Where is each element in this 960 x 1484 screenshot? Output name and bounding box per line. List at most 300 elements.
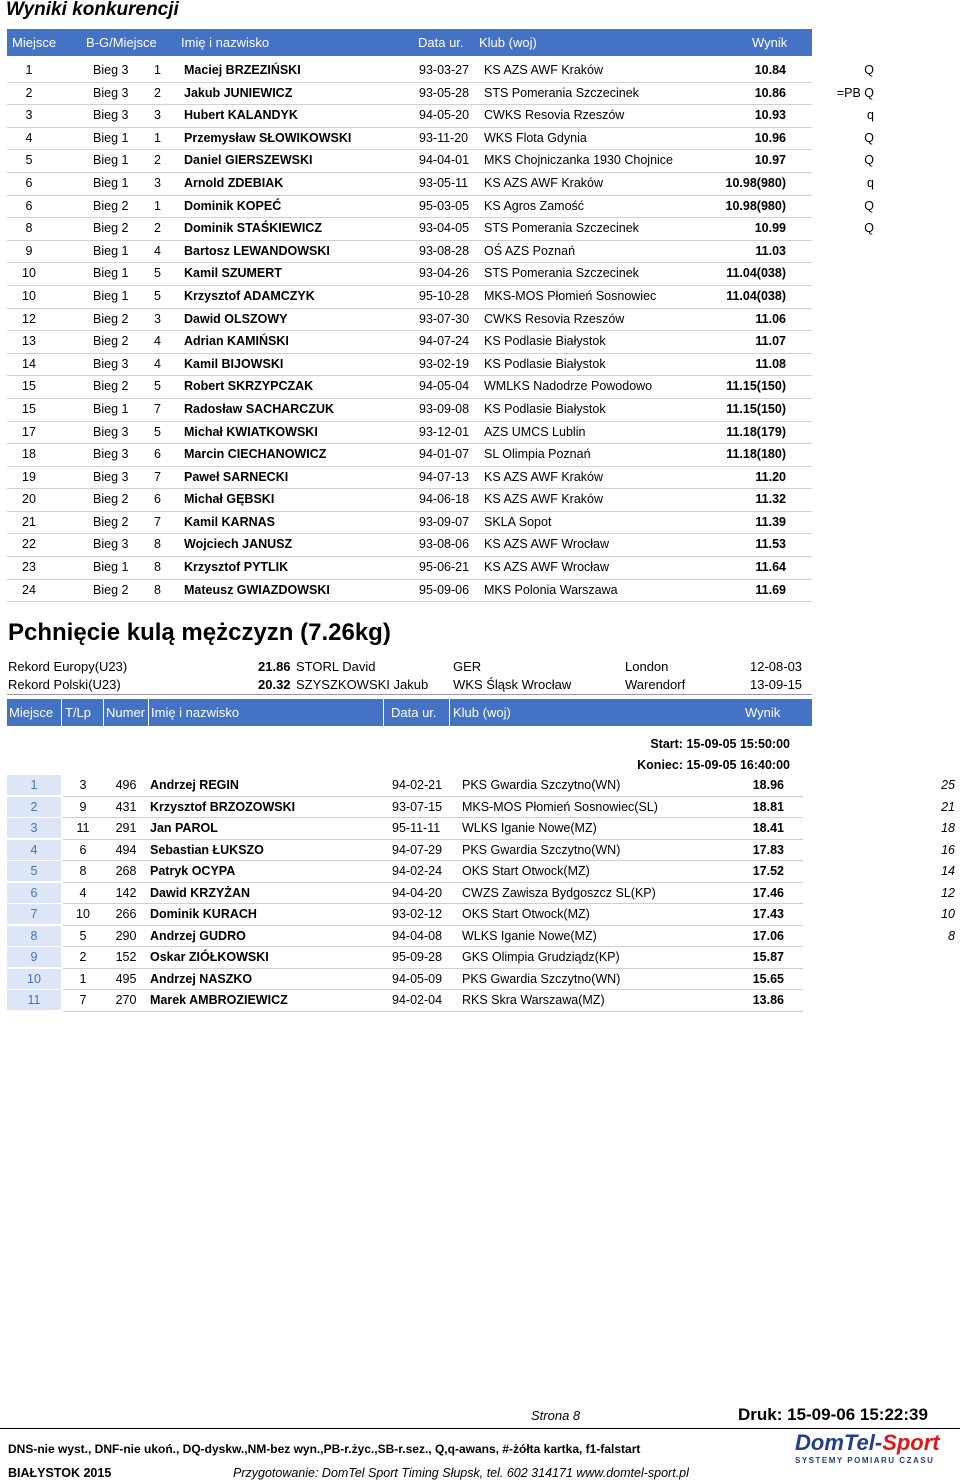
- place-cell: 23: [22, 560, 36, 575]
- heat-cell: Bieg 3: [93, 85, 129, 100]
- athlete-name: Sebastian ŁUKSZO: [150, 842, 264, 857]
- heat-cell: Bieg 3: [93, 537, 129, 552]
- club-name: CWKS Resovia Rzeszów: [484, 108, 625, 123]
- print-date: Druk: 15-09-06 15:22:39: [738, 1405, 928, 1424]
- athlete-name: Dominik KOPEĆ: [184, 198, 282, 213]
- heat-place-cell: 8: [154, 560, 161, 575]
- table-row: [7, 467, 812, 490]
- place-cell: 19: [22, 469, 36, 484]
- birth-date: 95-09-28: [392, 950, 443, 964]
- bib-number: 290: [115, 928, 137, 943]
- table-row: [7, 926, 957, 948]
- result-value: 11.08: [755, 356, 786, 371]
- result-value: 10.86: [754, 85, 786, 100]
- logo-part-b: Sport: [882, 1430, 940, 1455]
- table-row: [7, 83, 874, 106]
- heat-cell: Bieg 3: [93, 469, 129, 484]
- table-row: [7, 422, 812, 445]
- result-value: 11.15(150): [726, 379, 786, 394]
- place-cell: 24: [22, 582, 36, 597]
- result-value: 18.41: [752, 821, 784, 835]
- result-value: 11.15(150): [726, 401, 786, 416]
- place-cell: 9: [25, 243, 33, 258]
- result-value: 18.96: [752, 778, 784, 792]
- record-row-poland: [7, 676, 812, 695]
- birth-date: 94-02-24: [392, 864, 443, 878]
- heat-cell: Bieg 3: [93, 356, 129, 371]
- club-name: GKS Olimpia Grudziądz(KP): [462, 950, 620, 964]
- athlete-name: Marek AMBROZIEWICZ: [150, 993, 288, 1007]
- athlete-name: Dawid KRZYŻAN: [150, 885, 250, 900]
- points-value: 16: [941, 842, 955, 857]
- table-row: [7, 489, 812, 512]
- athlete-name: Michał GĘBSKI: [184, 492, 275, 507]
- section1-title: Wyniki konkurencji: [6, 0, 179, 20]
- birth-date: 93-09-07: [419, 514, 470, 529]
- athlete-name: Bartosz LEWANDOWSKI: [184, 243, 330, 258]
- place-cell: 10: [7, 969, 61, 990]
- qualification-mark: Q: [864, 63, 874, 77]
- heat-place-cell: 3: [154, 311, 161, 326]
- club-name: KS Podlasie Białystok: [484, 401, 606, 416]
- birth-date: 93-04-05: [419, 221, 470, 236]
- record-label: Rekord Europy(U23): [8, 659, 128, 674]
- header-result: Wynik: [745, 705, 781, 720]
- birth-date: 93-08-06: [419, 537, 470, 552]
- bib-number: 152: [115, 950, 137, 964]
- table-row: [7, 399, 812, 422]
- athlete-name: Paweł SARNECKI: [184, 469, 289, 484]
- result-value: 11.18(180): [726, 447, 786, 462]
- points-value: 10: [941, 907, 955, 921]
- club-name: SL Olimpia Poznań: [484, 447, 591, 462]
- place-cell: 8: [7, 926, 61, 947]
- section1-results-table: [7, 60, 874, 602]
- heat-cell: Bieg 1: [93, 130, 129, 145]
- birth-date: 93-02-19: [419, 356, 470, 371]
- club-name: MKS Chojniczanka 1930 Chojnice: [484, 153, 673, 168]
- heat-place-cell: 5: [154, 266, 161, 281]
- place-cell: 10: [22, 266, 36, 281]
- footer-divider: [0, 1428, 960, 1429]
- table-row: [7, 354, 812, 377]
- table-row: [7, 904, 957, 926]
- athlete-name: Radosław SACHARCZUK: [184, 401, 335, 416]
- place-cell: 18: [22, 447, 36, 462]
- club-name: KS AZS AWF Wrocław: [484, 537, 610, 552]
- heat-cell: Bieg 3: [93, 63, 129, 77]
- birth-date: 94-04-08: [392, 928, 443, 943]
- qualification-mark: Q: [864, 221, 874, 236]
- header-dob: Data ur.: [384, 699, 450, 726]
- birth-date: 94-04-20: [392, 885, 443, 900]
- result-value: 15.65: [752, 971, 784, 986]
- place-cell: 3: [7, 818, 61, 839]
- place-cell: 15: [22, 401, 36, 416]
- table-row: [7, 557, 812, 580]
- qualification-mark: q: [867, 175, 874, 190]
- club-name: WLKS Iganie Nowe(MZ): [462, 928, 597, 943]
- place-cell: 20: [22, 492, 36, 507]
- order-cell: 9: [79, 799, 87, 814]
- place-cell: 5: [25, 153, 33, 168]
- athlete-name: Przemysław SŁOWIKOWSKI: [184, 130, 352, 145]
- athlete-name: Andrzej GUDRO: [150, 928, 246, 943]
- table-row: [7, 512, 812, 535]
- logo-wordmark: [795, 1430, 945, 1456]
- birth-date: 94-05-20: [419, 108, 470, 123]
- table-row: [7, 286, 812, 309]
- header-club: Klub (woj): [453, 705, 511, 720]
- points-value: 14: [941, 864, 955, 878]
- place-cell: 15: [22, 379, 36, 394]
- athlete-name: Oskar ZIÓŁKOWSKI: [150, 950, 269, 964]
- heat-place-cell: 2: [154, 85, 161, 100]
- birth-date: 95-11-11: [392, 821, 441, 835]
- order-cell: 8: [79, 864, 87, 878]
- table-row: [7, 969, 957, 991]
- header-dob: Data ur.: [418, 35, 464, 50]
- heat-place-cell: 6: [154, 447, 161, 462]
- place-cell: 13: [22, 334, 36, 349]
- logo-part-a: DomTel-: [795, 1430, 883, 1455]
- table-row: [7, 263, 812, 286]
- place-cell: 22: [22, 537, 36, 552]
- table-row: [7, 150, 874, 173]
- heat-cell: Bieg 2: [93, 514, 129, 529]
- heat-place-cell: 3: [154, 108, 161, 123]
- heat-cell: Bieg 2: [93, 198, 129, 213]
- order-cell: 7: [79, 993, 87, 1007]
- table-row: [7, 218, 874, 241]
- table-row: [7, 840, 957, 862]
- result-value: 11.04(038): [726, 288, 786, 303]
- result-value: 15.87: [752, 950, 784, 964]
- heat-cell: Bieg 2: [93, 492, 129, 507]
- heat-place-cell: 1: [154, 130, 161, 145]
- club-name: MKS-MOS Płomień Sosnowiec: [484, 288, 657, 303]
- table-row: [7, 861, 957, 883]
- place-cell: 5: [7, 861, 61, 882]
- result-value: 17.43: [752, 907, 784, 921]
- athlete-name: Dominik KURACH: [150, 907, 257, 921]
- result-value: 10.93: [754, 108, 786, 123]
- record-club: WKS Śląsk Wrocław: [453, 677, 572, 692]
- heat-place-cell: 8: [154, 537, 161, 552]
- heat-cell: Bieg 1: [93, 401, 129, 416]
- heat-place-cell: 5: [154, 288, 161, 303]
- athlete-name: Robert SKRZYPCZAK: [184, 379, 314, 394]
- result-value: 17.06: [752, 928, 784, 943]
- heat-place-cell: 7: [154, 514, 161, 529]
- birth-date: 94-05-09: [392, 971, 443, 986]
- heat-cell: Bieg 1: [93, 266, 129, 281]
- birth-date: 95-10-28: [419, 288, 470, 303]
- club-name: WKS Flota Gdynia: [484, 130, 587, 145]
- athlete-name: Andrzej REGIN: [150, 778, 239, 792]
- header-place: Miejsce: [7, 699, 62, 726]
- athlete-name: Maciej BRZEZIŃSKI: [184, 63, 301, 77]
- birth-date: 94-06-18: [419, 492, 470, 507]
- qualification-mark: q: [867, 108, 874, 123]
- place-cell: 2: [7, 797, 61, 818]
- heat-place-cell: 1: [154, 63, 161, 77]
- record-club: GER: [453, 659, 482, 674]
- table-row: [7, 173, 874, 196]
- bib-number: 495: [115, 971, 137, 986]
- section2-title: Pchnięcie kulą mężczyzn (7.26kg): [8, 619, 391, 646]
- place-cell: 3: [25, 108, 33, 123]
- birth-date: 94-05-04: [419, 379, 470, 394]
- heat-place-cell: 1: [154, 198, 161, 213]
- athlete-name: Mateusz GWIAZDOWSKI: [184, 582, 330, 597]
- athlete-name: Marcin CIECHANOWICZ: [184, 447, 327, 462]
- start-time: Start: 15-09-05 15:50:00: [650, 737, 790, 751]
- athlete-name: Adrian KAMIŃSKI: [184, 334, 289, 349]
- record-date: 13-09-15: [750, 677, 803, 692]
- club-name: MKS Polonia Warszawa: [484, 582, 618, 597]
- bib-number: 268: [115, 864, 137, 878]
- birth-date: 94-01-07: [419, 447, 470, 462]
- table-row: [7, 309, 812, 332]
- header-place: Miejsce: [12, 35, 57, 50]
- bib-number: 291: [115, 821, 137, 835]
- result-value: 11.18(179): [726, 424, 786, 439]
- bib-number: 494: [115, 842, 137, 857]
- athlete-name: Krzysztof ADAMCZYK: [184, 288, 315, 303]
- result-value: 10.96: [754, 130, 786, 145]
- birth-date: 93-11-20: [419, 130, 469, 145]
- header-club: Klub (woj): [479, 35, 537, 50]
- heat-cell: Bieg 3: [93, 447, 129, 462]
- heat-cell: Bieg 3: [93, 108, 129, 123]
- club-name: STS Pomerania Szczecinek: [484, 221, 639, 236]
- order-cell: 10: [76, 907, 90, 921]
- birth-date: 94-07-13: [419, 469, 470, 484]
- qualification-mark: Q: [864, 153, 874, 168]
- record-value: 21.86: [258, 659, 291, 674]
- record-place: London: [625, 659, 669, 674]
- heat-place-cell: 2: [154, 153, 161, 168]
- place-cell: 6: [25, 198, 33, 213]
- qualification-mark: Q: [864, 198, 874, 213]
- heat-place-cell: 4: [154, 334, 161, 349]
- record-value: 20.32: [258, 677, 291, 692]
- table-row: [7, 883, 957, 905]
- club-name: OŚ AZS Poznań: [484, 243, 576, 258]
- heat-cell: Bieg 2: [93, 311, 129, 326]
- athlete-name: Jan PAROL: [150, 821, 218, 835]
- athlete-name: Michał KWIATKOWSKI: [184, 424, 318, 439]
- heat-cell: Bieg 1: [93, 288, 129, 303]
- birth-date: 93-07-15: [392, 799, 443, 814]
- heat-place-cell: 8: [154, 582, 161, 597]
- result-value: 11.06: [755, 311, 786, 326]
- table-row: [7, 797, 957, 819]
- place-cell: 8: [25, 221, 33, 236]
- table-row: [7, 580, 812, 603]
- birth-date: 94-02-21: [392, 778, 443, 792]
- athlete-name: Kamil SZUMERT: [184, 266, 282, 281]
- heat-cell: Bieg 2: [93, 379, 129, 394]
- place-cell: 12: [22, 311, 36, 326]
- result-value: 11.39: [755, 514, 786, 529]
- place-cell: 21: [22, 514, 36, 529]
- result-value: 11.07: [755, 334, 786, 349]
- place-cell: 17: [22, 424, 36, 439]
- points-value: 12: [941, 885, 955, 900]
- club-name: PKS Gwardia Szczytno(WN): [462, 971, 621, 986]
- club-name: WLKS Iganie Nowe(MZ): [462, 821, 597, 835]
- birth-date: 95-06-21: [419, 560, 470, 575]
- heat-cell: Bieg 2: [93, 582, 129, 597]
- bib-number: 142: [115, 885, 137, 900]
- page-number: Strona 8: [531, 1408, 581, 1423]
- athlete-name: Arnold ZDEBIAK: [184, 175, 284, 190]
- order-cell: 2: [79, 950, 87, 964]
- table-row: [7, 775, 957, 797]
- header-tlp: T/Lp: [62, 699, 104, 726]
- club-name: KS Podlasie Białystok: [484, 356, 606, 371]
- footer-legend: DNS-nie wyst., DNF-nie ukoń., DQ-dyskw.,NM-bez wyn.,PB-r.życ.,SB-r.sez., Q,q-awans, #-żółta kartka, f1-falstart: [8, 1442, 641, 1456]
- bib-number: 431: [115, 799, 137, 814]
- birth-date: 94-07-24: [419, 334, 470, 349]
- points-value: 18: [941, 821, 955, 835]
- record-label: Rekord Polski(U23): [8, 677, 121, 692]
- section1-header: [7, 29, 812, 56]
- athlete-name: Wojciech JANUSZ: [184, 537, 293, 552]
- place-cell: 11: [7, 990, 61, 1011]
- heat-place-cell: 5: [154, 379, 161, 394]
- place-cell: 10: [22, 288, 36, 303]
- result-value: 10.84: [754, 63, 786, 77]
- birth-date: 93-12-01: [419, 424, 470, 439]
- table-row: [7, 444, 812, 467]
- heat-place-cell: 5: [154, 424, 161, 439]
- result-value: 10.98(980): [725, 198, 786, 213]
- club-name: OKS Start Otwock(MZ): [462, 864, 590, 878]
- club-name: KS AZS AWF Kraków: [484, 492, 604, 507]
- athlete-name: Andrzej NASZKO: [150, 971, 253, 986]
- heat-place-cell: 4: [154, 243, 161, 258]
- result-value: 13.86: [752, 993, 784, 1007]
- club-name: KS AZS AWF Kraków: [484, 469, 604, 484]
- place-cell: 6: [25, 175, 33, 190]
- club-name: KS Agros Zamość: [484, 198, 585, 213]
- bib-number: 496: [115, 778, 137, 792]
- heat-place-cell: 7: [154, 469, 161, 484]
- result-value: 11.32: [755, 492, 786, 507]
- club-name: STS Pomerania Szczecinek: [484, 85, 639, 100]
- heat-place-cell: 2: [154, 221, 161, 236]
- place-cell: 2: [25, 85, 33, 100]
- qualification-mark: Q: [864, 130, 874, 145]
- header-heat-place: B-G/Miejsce: [86, 35, 157, 50]
- bib-number: 270: [115, 993, 137, 1007]
- athlete-name: Kamil BIJOWSKI: [184, 356, 284, 371]
- athlete-name: Jakub JUNIEWICZ: [184, 85, 293, 100]
- club-name: MKS-MOS Płomień Sosnowiec(SL): [462, 799, 658, 814]
- club-name: KS AZS AWF Wrocław: [484, 560, 610, 575]
- result-value: 11.53: [755, 537, 786, 552]
- table-row: [7, 331, 812, 354]
- result-value: 17.52: [752, 864, 784, 878]
- club-name: KS AZS AWF Kraków: [484, 63, 604, 77]
- bib-number: 266: [115, 907, 137, 921]
- result-value: 18.81: [752, 799, 784, 814]
- athlete-name: Dawid OLSZOWY: [184, 311, 288, 326]
- table-row: [7, 105, 874, 128]
- birth-date: 93-03-27: [419, 63, 470, 77]
- club-name: AZS UMCS Lublin: [484, 424, 586, 439]
- club-name: PKS Gwardia Szczytno(WN): [462, 778, 621, 792]
- birth-date: 95-03-05: [419, 198, 470, 213]
- row-divider: [63, 1011, 803, 1012]
- order-cell: 3: [79, 778, 87, 792]
- table-row: [7, 990, 957, 1012]
- birth-date: 93-05-28: [419, 85, 470, 100]
- table-row: [7, 818, 957, 840]
- club-name: CWKS Resovia Rzeszów: [484, 311, 625, 326]
- result-value: 17.83: [752, 842, 784, 857]
- club-name: RKS Skra Warszawa(MZ): [462, 993, 605, 1007]
- section2-results-table: [7, 775, 957, 1012]
- record-holder: SZYSZKOWSKI Jakub: [296, 677, 429, 692]
- heat-cell: Bieg 3: [93, 424, 129, 439]
- athlete-name: Krzysztof BRZOZOWSKI: [150, 799, 296, 814]
- birth-date: 94-07-29: [392, 842, 443, 857]
- athlete-name: Daniel GIERSZEWSKI: [184, 153, 313, 168]
- place-cell: 4: [7, 840, 61, 861]
- heat-cell: Bieg 2: [93, 221, 129, 236]
- club-name: PKS Gwardia Szczytno(WN): [462, 842, 621, 857]
- birth-date: 93-07-30: [419, 311, 470, 326]
- table-row: [7, 376, 812, 399]
- record-place: Warendorf: [625, 677, 686, 692]
- club-name: WMLKS Nadodrze Powodowo: [484, 379, 653, 394]
- birth-date: 94-04-01: [419, 153, 470, 168]
- logo-tagline: SYSTEMY POMIARU CZASU: [795, 1456, 935, 1465]
- athlete-name: Kamil KARNAS: [184, 514, 275, 529]
- footer-city: BIAŁYSTOK 2015: [8, 1466, 112, 1480]
- result-value: 11.03: [755, 243, 786, 258]
- place-cell: 4: [25, 130, 33, 145]
- table-row: [7, 196, 874, 219]
- place-cell: 14: [22, 356, 36, 371]
- table-row: [7, 60, 874, 83]
- club-name: OKS Start Otwock(MZ): [462, 907, 590, 921]
- birth-date: 93-09-08: [419, 401, 470, 416]
- birth-date: 93-08-28: [419, 243, 470, 258]
- table-row: [7, 534, 812, 557]
- order-cell: 11: [76, 821, 90, 835]
- table-row: [7, 947, 957, 969]
- athlete-name: Patryk OCYPA: [150, 864, 236, 878]
- points-value: 8: [948, 928, 955, 943]
- athlete-name: Krzysztof PYTLIK: [184, 560, 289, 575]
- club-name: KS AZS AWF Kraków: [484, 175, 604, 190]
- result-value: 17.46: [752, 885, 784, 900]
- order-cell: 4: [79, 885, 87, 900]
- end-time: Koniec: 15-09-05 16:40:00: [637, 758, 790, 772]
- club-name: CWZS Zawisza Bydgoszcz SL(KP): [462, 885, 656, 900]
- heat-cell: Bieg 1: [93, 153, 129, 168]
- heat-place-cell: 4: [154, 356, 161, 371]
- order-cell: 6: [79, 842, 87, 857]
- birth-date: 95-09-06: [419, 582, 470, 597]
- heat-cell: Bieg 2: [93, 334, 129, 349]
- domtel-logo: [795, 1430, 945, 1465]
